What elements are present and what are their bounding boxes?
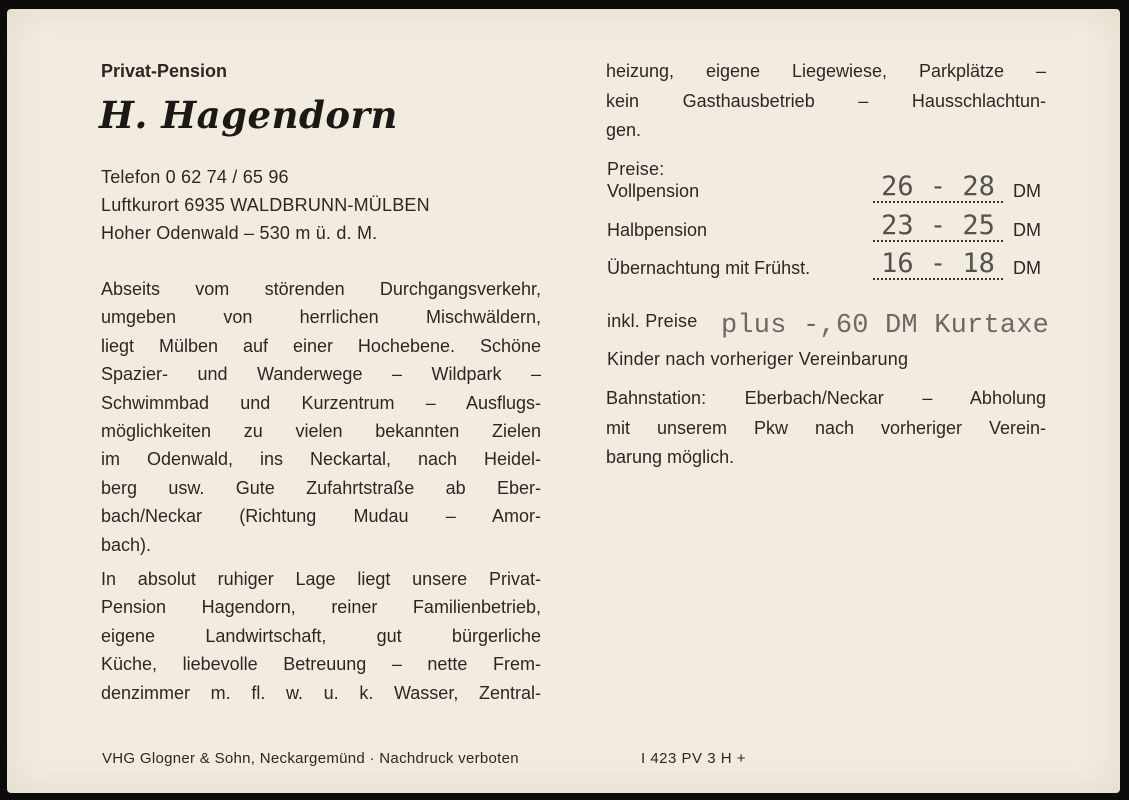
phone-line: Telefon 0 62 74 / 65 96: [101, 167, 289, 187]
text-line: bach/Neckar (Richtung Mudau – Amor-: [101, 506, 541, 527]
price-label: Vollpension: [607, 181, 700, 201]
text-line: umgeben von herrlichen Mischwäldern,: [101, 307, 541, 328]
price-label: Übernachtung mit Frühst.: [607, 258, 811, 278]
price-value: 26 - 28: [873, 173, 1003, 203]
inkl-preise-label: inkl. Preise: [607, 311, 698, 331]
text-line: Bahnstation: Eberbach/Neckar – Abholung: [606, 388, 1046, 408]
text-line: In absolut ruhiger Lage liegt unsere Privat-: [101, 569, 541, 589]
price-row-uebernachtung: [607, 250, 1047, 284]
kurtaxe-stamp: plus -,60 DM Kurtaxe: [721, 311, 1050, 341]
owner-name-signature: H. Hagendorn: [99, 93, 398, 137]
contact-block: [101, 163, 430, 247]
kinder-note: Kinder nach vorheriger Vereinbarung: [607, 349, 909, 369]
print-code: I 423 PV 3 H +: [641, 750, 746, 767]
prices-title: Preise:: [607, 159, 665, 179]
postcard-back: [7, 9, 1120, 793]
pension-label: Privat-Pension: [101, 61, 228, 81]
text-line: eigene Landwirtschaft, gut bürgerliche: [101, 625, 541, 646]
price-value: 23 - 25: [873, 212, 1003, 242]
text-line: mit unserem Pkw nach vorheriger Verein-: [606, 417, 1046, 438]
text-line: Schwimmbad und Kurzentrum – Ausflugs-: [101, 392, 541, 413]
text-line: Pension Hagendorn, reiner Familienbetrieb,: [101, 597, 541, 618]
price-row-vollpension: [607, 173, 1047, 207]
text-line: bach).: [101, 534, 152, 555]
text-line: Abseits vom störenden Durchgangsverkehr,: [101, 279, 541, 299]
price-unit: DM: [1013, 258, 1041, 278]
text-line: Spazier- und Wanderwege – Wildpark –: [101, 364, 541, 385]
text-line: möglichkeiten zu vielen bekannten Zielen: [101, 420, 541, 441]
text-line: liegt Mülben auf einer Hochebene. Schöne: [101, 335, 541, 356]
price-unit: DM: [1013, 220, 1041, 240]
price-row-halbpension: [607, 212, 1047, 246]
region-line: Hoher Odenwald – 530 m ü. d. M.: [101, 223, 378, 243]
text-line: kein Gasthausbetrieb – Hausschlachtun-: [606, 90, 1046, 111]
text-line: berg usw. Gute Zufahrtstraße ab Eber-: [101, 477, 541, 498]
text-line: im Odenwald, ins Neckartal, nach Heidel-: [101, 449, 541, 470]
bahnstation-block: [606, 384, 1046, 473]
address-line: Luftkurort 6935 WALDBRUNN-MÜLBEN: [101, 195, 430, 215]
publisher-footer: VHG Glogner & Sohn, Neckargemünd · Nachdruck verboten: [102, 750, 519, 767]
text-line: gen.: [606, 120, 642, 140]
description-paragraph-2: [101, 565, 541, 707]
text-line: Küche, liebevolle Betreuung – nette Frem-: [101, 654, 541, 675]
price-label: Halbpension: [607, 220, 708, 240]
description-paragraph-1: [101, 275, 541, 559]
text-line: denzimmer m. fl. w. u. k. Wasser, Zentral-: [101, 682, 541, 703]
price-value: 16 - 18: [873, 250, 1003, 280]
text-line: barung möglich.: [606, 447, 735, 467]
text-line: heizung, eigene Liegewiese, Parkplätze –: [606, 61, 1046, 81]
price-unit: DM: [1013, 181, 1041, 201]
description-continuation: [606, 57, 1046, 146]
